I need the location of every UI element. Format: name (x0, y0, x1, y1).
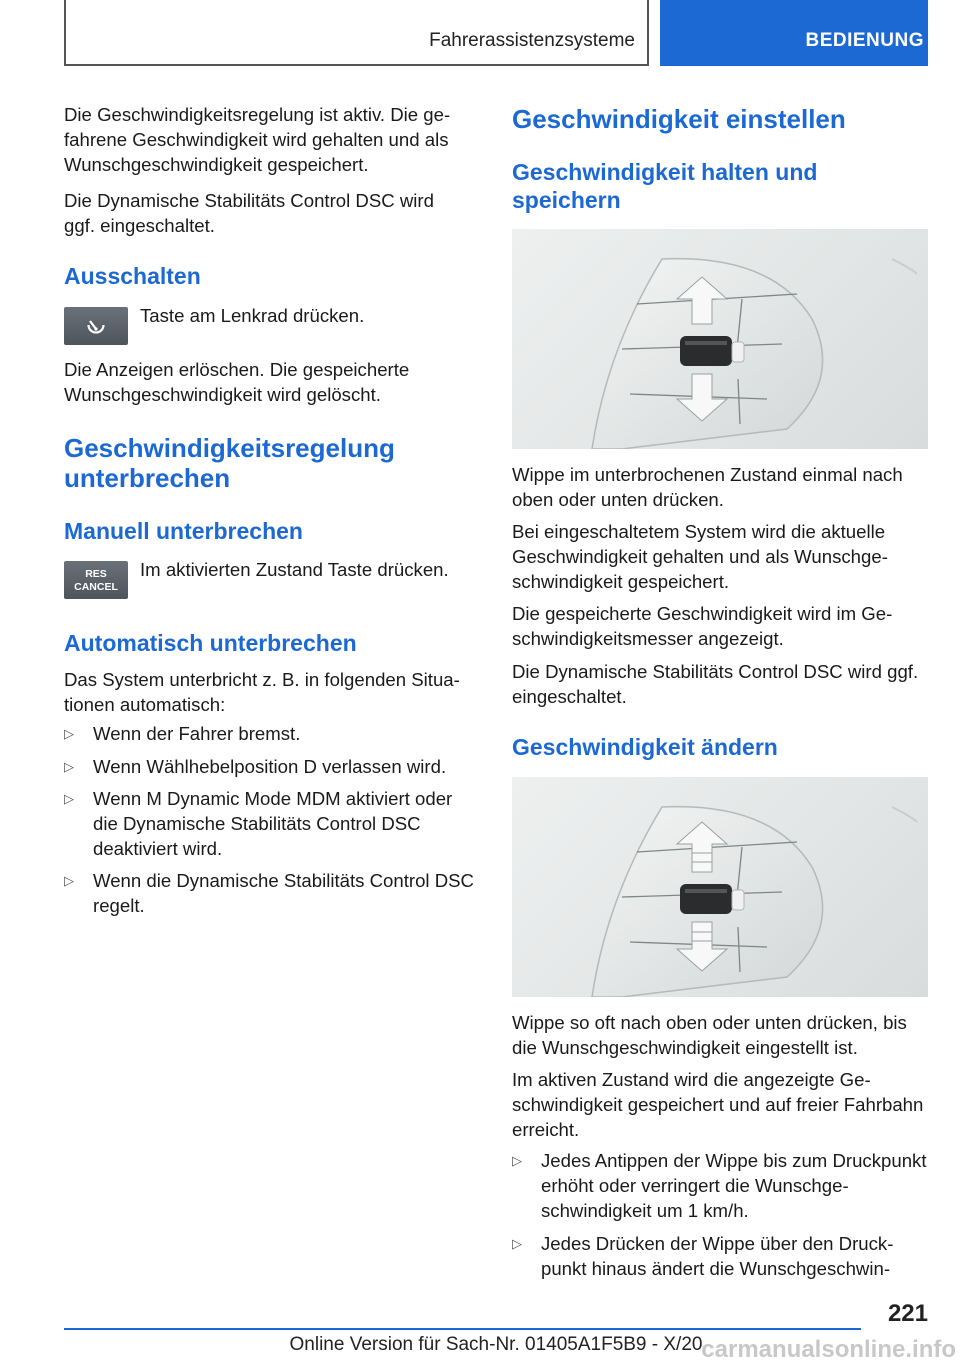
halten-paragraph-3: Die gespeicherte Geschwindigkeit wird im Geschwindigkeitsmesser angezeigt. (512, 603, 893, 649)
cruise-control-button-icon (64, 307, 128, 345)
bullet-triangle-icon: ▷ (64, 759, 74, 774)
heading-aendern: Geschwindigkeit ändern (512, 734, 778, 760)
automatisch-paragraph: Das System unterbricht z. B. in folgenden Situationen automatisch: (64, 669, 460, 715)
heading-halten: Geschwindigkeit halten und speichern (512, 159, 818, 213)
heading-ausschalten: Ausschalten (64, 263, 201, 289)
button2-instruction: Im aktivierten Zustand Taste drücken. (140, 559, 449, 580)
footer-text: Online Version für Sach-Nr. 01405A1F5B9 - X/20 (289, 1334, 703, 1355)
page-number: 221 (887, 1300, 928, 1327)
button1-instruction: Taste am Lenkrad drücken. (140, 305, 365, 326)
bullet-triangle-icon: ▷ (64, 791, 74, 806)
halten-paragraph-2: Bei eingeschaltetem System wird die aktuelle Geschwindigkeit gehalten und als Wunschgeschwindigkeit gespeichert. (512, 521, 888, 592)
section-title: Fahrerassistenzsysteme (429, 30, 635, 51)
heading-manuell: Manuell unterbrechen (64, 518, 303, 544)
chapter-title: BEDIENUNG (805, 30, 924, 51)
bullet-triangle-icon: ▷ (64, 873, 74, 888)
heading-unterbrechen: Geschwindigkeitsregelung unterbrechen (64, 433, 395, 493)
dsc-paragraph: Die Dynamische Stabilitäts Control DSC wird ggf. eingeschaltet. (64, 190, 434, 236)
steering-wheel-rocker-figure-2 (512, 777, 928, 997)
cancel-label: CANCEL (74, 581, 118, 593)
watermark: carmanualsonline.info (701, 1336, 956, 1362)
page-header (64, 0, 928, 66)
intro-paragraph: Die Geschwindigkeitsregelung ist aktiv. Die gefahrene Geschwindigkeit wird gehalten und als Wunschgeschwindigkeit gespeichert. (64, 104, 451, 175)
halten-paragraph-1: Wippe im unterbrochenen Zustand einmal nach oben oder unten drücken. (512, 464, 903, 510)
bullet-triangle-icon: ▷ (512, 1236, 522, 1251)
halten-paragraph-4: Die Dynamische Stabilitäts Control DSC wird ggf. eingeschaltet. (512, 661, 919, 707)
res-cancel-button-icon (64, 561, 128, 599)
section-tab (64, 0, 649, 66)
res-label: RES (85, 568, 107, 580)
aendern-paragraph-2: Im aktiven Zustand wird die angezeigte Geschwindigkeit gespeichert und auf freier Fahrbahn erreicht. (512, 1069, 924, 1140)
bullet-triangle-icon: ▷ (64, 726, 74, 741)
heading-einstellen: Geschwindigkeit einstellen (512, 104, 846, 134)
bullet-triangle-icon: ▷ (512, 1153, 522, 1168)
steering-wheel-rocker-figure (512, 229, 928, 449)
anzeigen-paragraph: Die Anzeigen erlöschen. Die gespeicherte Wunschgeschwindigkeit wird gelöscht. (64, 359, 410, 405)
footer-divider (64, 1328, 861, 1330)
chapter-tab (660, 0, 928, 66)
aendern-paragraph-1: Wippe so oft nach oben oder unten drücken, bis die Wunschgeschwindigkeit eingestellt ist. (512, 1012, 907, 1058)
heading-automatisch: Automatisch unterbrechen (64, 630, 357, 656)
